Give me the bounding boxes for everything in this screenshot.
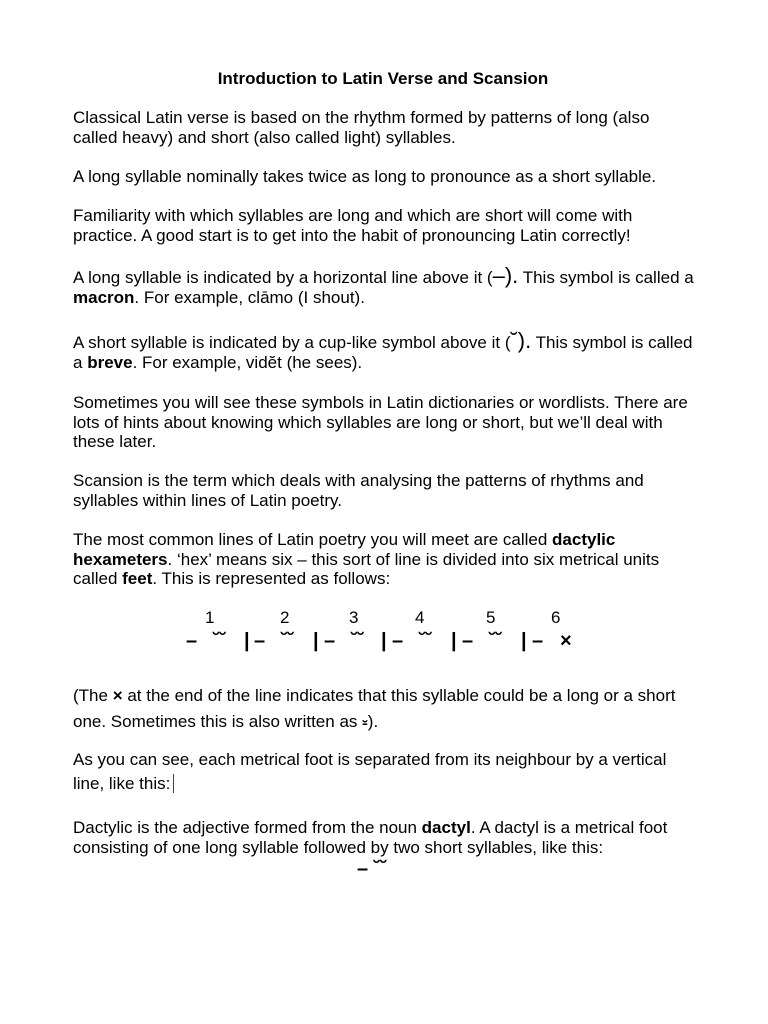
dactylic-hexameters-term: dactylic hexameters	[73, 530, 616, 569]
paragraph-hexameters: The most common lines of Latin poetry you will meet are called dactylic hexameters. ‘hex’ means six – this sort of line is divided into six metrical units called feet. This is represented as follows:	[73, 530, 660, 588]
foot-number: 2	[280, 608, 290, 627]
foot-syllable: –	[532, 630, 544, 652]
paragraph-macron: A long syllable is indicated by a horizontal line above it (–). This symbol is called a macron. For example, clāmo (I shout).	[73, 263, 694, 307]
foot-syllable: ˘˘	[213, 630, 227, 652]
paragraph-familiarity: Familiarity with which syllables are long and which are short will come with practice. A good start is to get into the habit of pronouncing Latin correctly!	[73, 206, 633, 245]
foot-syllable: –	[186, 630, 198, 652]
foot-syllable: ˘˘	[281, 630, 295, 652]
page-title: Introduction to Latin Verse and Scansion	[217, 69, 549, 88]
foot-separator: |	[451, 630, 457, 652]
foot-syllable: –	[392, 630, 404, 652]
anceps-alt-symbol: ⏓	[362, 712, 368, 731]
foot-number: 5	[486, 608, 496, 627]
foot-number: 1	[205, 608, 215, 627]
paragraph-intro: Classical Latin verse is based on the rhythm formed by patterns of long (also called heavy) and short (also called light) syllables.	[73, 108, 650, 147]
feet-term: feet	[122, 569, 153, 588]
foot-pattern	[73, 630, 697, 654]
foot-syllable: –	[324, 630, 336, 652]
paragraph-long-syllable: A long syllable nominally takes twice as long to pronounce as a short syllable.	[73, 167, 657, 186]
paragraph-scansion: Scansion is the term which deals with analysing the patterns of rhythms and syllables within lines of Latin poetry.	[73, 471, 644, 510]
foot-syllable: ×	[560, 630, 572, 652]
foot-syllable: ˘˘	[351, 630, 365, 652]
hexameter-scheme	[73, 608, 697, 654]
paragraph-dactyl: Dactylic is the adjective formed from the noun dactyl. A dactyl is a metrical foot consisting of one long syllable followed by two short syllables, like this:	[73, 818, 668, 857]
paragraph-dictionaries: Sometimes you will see these symbols in Latin dictionaries or wordlists. There are lots of hints about knowing which syllables are long or short, but we’ll deal with these later.	[73, 393, 688, 451]
paragraph-vertical-line: As you can see, each metrical foot is separated from its neighbour by a vertical line, like this:	[73, 750, 667, 793]
foot-separator: |	[381, 630, 387, 652]
foot-syllable: –	[462, 630, 474, 652]
foot-numbers	[73, 608, 697, 630]
vertical-line-sample	[173, 774, 174, 793]
dactyl-term: dactyl	[421, 818, 471, 837]
breve-term: breve	[87, 352, 133, 372]
foot-number: 6	[551, 608, 561, 627]
foot-separator: |	[244, 630, 250, 652]
foot-syllable: ˘˘	[489, 630, 503, 652]
dactyl-pattern: – ˘˘	[357, 858, 387, 880]
foot-separator: |	[521, 630, 527, 652]
foot-number: 4	[415, 608, 425, 627]
foot-separator: |	[313, 630, 319, 652]
paragraph-anceps: (The × at the end of the line indicates that this syllable could be a long or a short one. Sometimes this is also written as ⏓).	[73, 686, 676, 731]
foot-syllable: ˘˘	[419, 630, 433, 652]
foot-syllable: –	[254, 630, 266, 652]
foot-number: 3	[349, 608, 359, 627]
macron-symbol: –).	[492, 263, 519, 288]
breve-symbol: ˘).	[510, 328, 532, 353]
paragraph-breve: A short syllable is indicated by a cup-like symbol above it (˘). This symbol is called a breve. For example, vidĕt (he sees).	[73, 328, 693, 372]
anceps-symbol: ×	[112, 686, 123, 705]
macron-term: macron	[73, 287, 135, 307]
